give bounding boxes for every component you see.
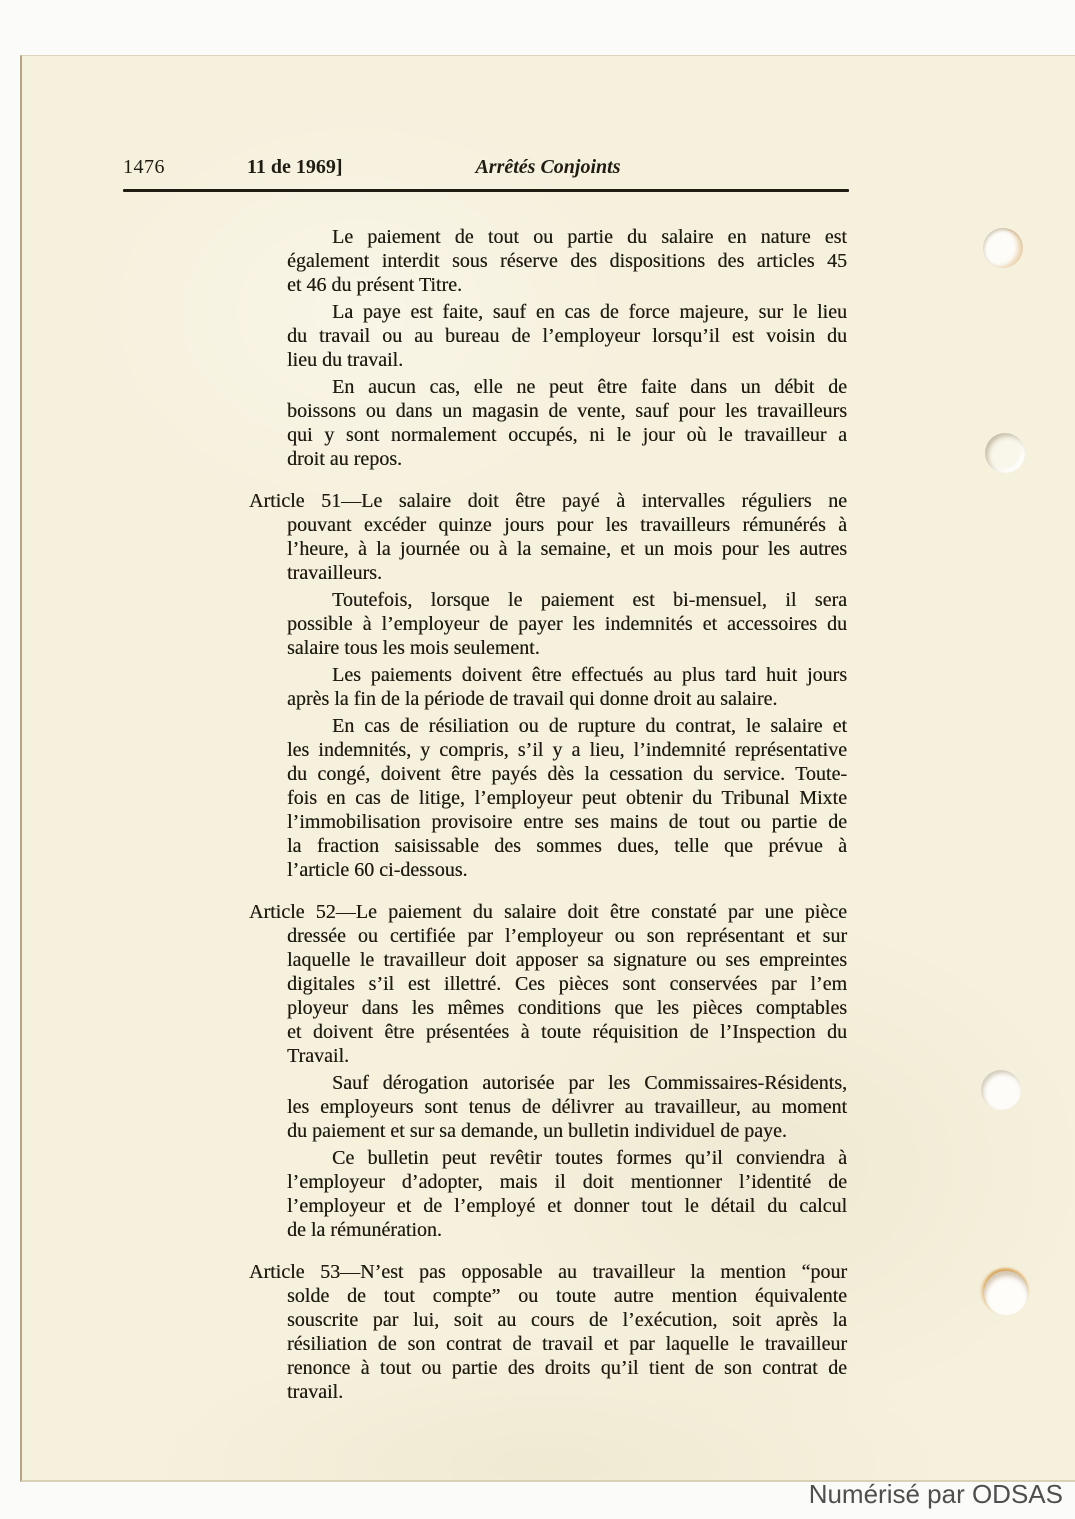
paragraph bbox=[249, 1071, 847, 1143]
text-line: laquelle le travailleur doit apposer sa signature ou ses empreintes bbox=[287, 949, 847, 971]
text-line: également interdit sous réserve des dispositions des articles 45 bbox=[287, 250, 847, 272]
text-line: du paiement et sur sa demande, un bulletin individuel de paye. bbox=[287, 1120, 787, 1142]
text-line: les employeurs sont tenus de délivrer au travailleur, au moment bbox=[287, 1096, 847, 1118]
text-line: dressée ou certifiée par l’employeur ou son représentant et sur bbox=[287, 925, 847, 947]
text-line: solde de tout compte” ou toute autre mention équivalente bbox=[287, 1285, 847, 1307]
text-line: Article 53—N’est pas opposable au travailleur la mention “pour bbox=[249, 1261, 847, 1283]
text-line: boissons ou dans un magasin de vente, sauf pour les travailleurs bbox=[287, 400, 847, 422]
text-line: du travail ou au bureau de l’employeur lorsqu’il est voisin du bbox=[287, 325, 847, 347]
text-line: qui y sont normalement occupés, ni le jour où le travailleur a bbox=[287, 424, 847, 446]
issue-reference: 11 de 1969] bbox=[247, 156, 343, 178]
text-line: renonce à tout ou partie des droits qu’il tient de son contrat de bbox=[287, 1357, 847, 1379]
text-line: du congé, doivent être payés dès la cessation du service. Toute- bbox=[287, 763, 847, 785]
text-line: Les paiements doivent être effectués au plus tard huit jours bbox=[332, 664, 847, 686]
paragraph bbox=[249, 300, 847, 372]
punch-hole bbox=[984, 1271, 1028, 1315]
text-line: fois en cas de litige, l’employeur peut obtenir du Tribunal Mixte bbox=[287, 787, 847, 809]
text-line: résiliation de son contrat de travail et par laquelle le travailleur bbox=[287, 1333, 847, 1355]
punch-hole bbox=[985, 433, 1025, 473]
body-text bbox=[249, 225, 847, 1404]
text-line: travail. bbox=[287, 1381, 344, 1403]
text-line: Article 51—Le salaire doit être payé à intervalles réguliers ne bbox=[249, 490, 847, 512]
text-line: l’heure, à la journée ou à la semaine, et un mois pour les autres bbox=[287, 538, 847, 560]
text-line: Travail. bbox=[287, 1045, 350, 1067]
paragraph bbox=[249, 1146, 847, 1242]
text-line: En cas de résiliation ou de rupture du contrat, le salaire et bbox=[332, 715, 847, 737]
scan-watermark: Numérisé par ODSAS bbox=[808, 1479, 1063, 1509]
text-line: et 46 du présent Titre. bbox=[287, 274, 462, 296]
text-line: l’employeur et de l’employé et donner tout le détail du calcul bbox=[287, 1195, 847, 1217]
text-line: Toutefois, lorsque le paiement est bi-mensuel, il sera bbox=[332, 589, 847, 611]
text-line: pouvant excéder quinze jours pour les travailleurs rémunérés à bbox=[287, 514, 847, 536]
text-line: droit au repos. bbox=[287, 448, 402, 470]
text-line: la fraction saisissable des sommes dues, telle que prévue à bbox=[287, 835, 847, 857]
header-rule bbox=[123, 189, 849, 192]
document-page bbox=[20, 55, 1075, 1482]
text-line: lieu du travail. bbox=[287, 349, 404, 371]
paragraph bbox=[249, 588, 847, 660]
article-paragraph bbox=[249, 900, 847, 1068]
punch-hole bbox=[981, 1070, 1021, 1110]
text-line: l’immobilisation provisoire entre ses mains de tout ou partie de bbox=[287, 811, 847, 833]
text-line: Article 52—Le paiement du salaire doit être constaté par une pièce bbox=[249, 901, 847, 923]
text-line: Ce bulletin peut revêtir toutes formes qu’il conviendra à bbox=[332, 1147, 847, 1169]
article-paragraph bbox=[249, 1260, 847, 1404]
text-line: de la rémunération. bbox=[287, 1219, 442, 1241]
paragraph bbox=[249, 375, 847, 471]
paragraph bbox=[249, 714, 847, 882]
text-line: Le paiement de tout ou partie du salaire en nature est bbox=[332, 226, 847, 248]
text-line: Sauf dérogation autorisée par les Commissaires-Résidents, bbox=[332, 1072, 847, 1094]
text-line: travailleurs. bbox=[287, 562, 382, 584]
text-line: digitales s’il est illettré. Ces pièces sont conservées par l’em bbox=[287, 973, 847, 995]
paragraph bbox=[249, 225, 847, 297]
text-line: salaire tous les mois seulement. bbox=[287, 637, 540, 659]
page-header bbox=[22, 156, 1075, 182]
text-line: possible à l’employeur de payer les indemnités et accessoires du bbox=[287, 613, 847, 635]
text-line: et doivent être présentées à toute réquisition de l’Inspection du bbox=[287, 1021, 847, 1043]
paragraph bbox=[249, 663, 847, 711]
text-line: les indemnités, y compris, s’il y a lieu, l’indemnité représentative bbox=[287, 739, 847, 761]
text-line: après la fin de la période de travail qui donne droit au salaire. bbox=[287, 688, 778, 710]
text-line: La paye est faite, sauf en cas de force majeure, sur le lieu bbox=[332, 301, 847, 323]
running-title: Arrêtés Conjoints bbox=[475, 156, 621, 178]
text-line: souscrite par lui, soit au cours de l’exécution, soit après la bbox=[287, 1309, 847, 1331]
article-paragraph bbox=[249, 489, 847, 585]
punch-hole bbox=[983, 228, 1023, 268]
text-line: En aucun cas, elle ne peut être faite dans un débit de bbox=[332, 376, 847, 398]
page-number: 1476 bbox=[123, 156, 165, 178]
text-line: l’employeur d’adopter, mais il doit mentionner l’identité de bbox=[287, 1171, 847, 1193]
text-line: l’article 60 ci-dessous. bbox=[287, 859, 468, 881]
text-line: ployeur dans les mêmes conditions que les pièces comptables bbox=[287, 997, 847, 1019]
